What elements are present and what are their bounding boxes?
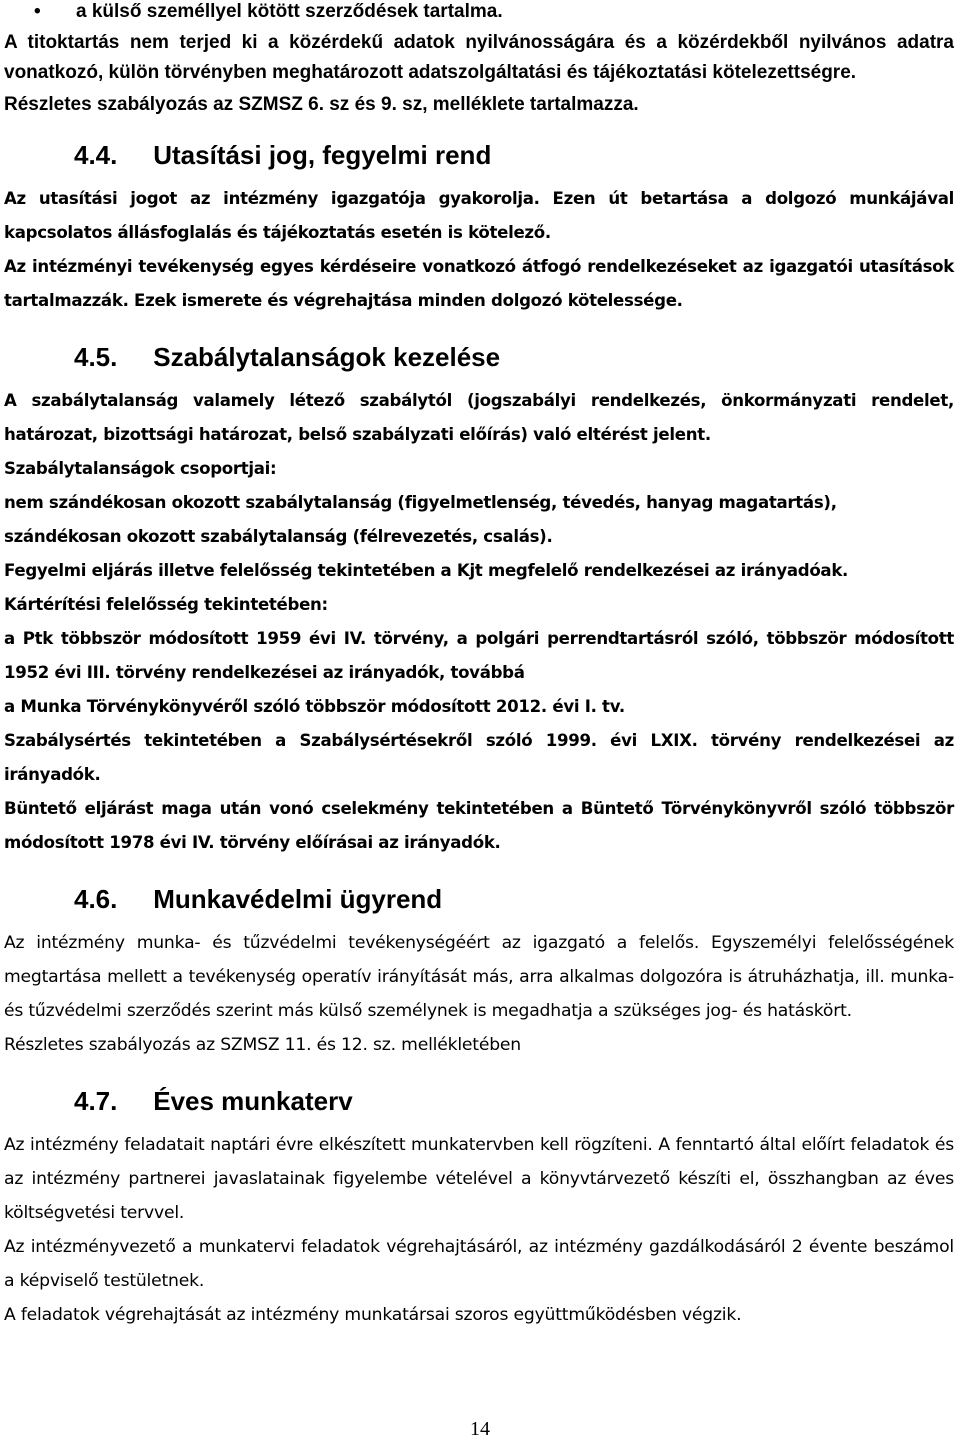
paragraph: a Ptk többször módosított 1959 évi IV. törvény, a polgári perrendtartásról szóló, többször módosított 1952 évi III. törvény rendelkezései az irányadók, továbbá xyxy=(4,629,954,682)
paragraph: A feladatok végrehajtását az intézmény munkatársai szoros együttműködésben végzik. xyxy=(4,1305,742,1325)
section-number: 4.4. xyxy=(74,140,118,170)
privacy-paragraph: A titoktartás nem terjed ki a közérdekű adatok nyilvánosságára és a közérdekből nyilvános adatra vonatkozó, külön törvényben meghatározott adatszolgáltatási és tájékoztatási kötelezettségre. xyxy=(4,32,954,83)
paragraph: Büntető eljárást maga után vonó cselekmény tekintetében a Büntető Törvénykönyvről szóló többször módosított 1978 évi IV. törvény előírásai az irányadók. xyxy=(4,799,954,852)
paragraph: Szabálytalanságok csoportjai: xyxy=(4,459,277,478)
paragraph: Részletes szabályozás az SZMSZ 11. és 12. sz. mellékletében xyxy=(4,1035,521,1055)
section-number: 4.5. xyxy=(74,342,118,372)
paragraph: Fegyelmi eljárás illetve felelősség tekintetében a Kjt megfelelő rendelkezései az irányadóak. xyxy=(4,561,849,580)
privacy-reference: Részletes szabályozás az SZMSZ 6. sz és 9. sz, melléklete tartalmazza. xyxy=(4,94,639,115)
section-title: Szabálytalanságok kezelése xyxy=(153,342,501,372)
paragraph: Az intézmény munka- és tűzvédelmi tevékenységéért az igazgató a felelős. Egyszemélyi felelősségének megtartása mellett a tevékenység operatív irányítását más, arra alkalmas dolgozóra is átruházhatja, ill. munka- és tűzvédelmi szerződés szerint más külső személynek is megadhatja a szükséges jog- és hatáskört. xyxy=(4,933,954,1021)
section-heading-4-6 xyxy=(4,872,954,926)
page-number: 14 xyxy=(470,1418,490,1440)
paragraph: a Munka Törvénykönyvéről szóló többször módosított 2012. évi I. tv. xyxy=(4,697,625,716)
bullet-item xyxy=(4,0,954,24)
bullet-text: a külső személlyel kötött szerződések tartalma. xyxy=(76,1,503,22)
paragraph: Az intézményi tevékenység egyes kérdéseire vonatkozó átfogó rendelkezéseket az igazgatói utasítások tartalmazzák. Ezek ismerete és végrehajtása minden dolgozó kötelessége. xyxy=(4,257,954,310)
section-title: Utasítási jog, fegyelmi rend xyxy=(153,140,492,170)
paragraph: Az intézmény feladatait naptári évre elkészített munkatervben kell rögzíteni. A fenntartó által előírt feladatok és az intézmény partnerei javaslatainak figyelembe vételével a könyvtárvezető készíti el, összhangban az éves költségvetési tervvel. xyxy=(4,1135,954,1223)
paragraph: Az intézményvezető a munkatervi feladatok végrehajtásáról, az intézmény gazdálkodásáról 2 évente beszámol a képviselő testületnek. xyxy=(4,1237,954,1291)
paragraph: A szabálytalanság valamely létező szabálytól (jogszabályi rendelkezés, önkormányzati rendelet, határozat, bizottsági határozat, belső szabályzati előírás) való eltérést jelent. xyxy=(4,391,954,444)
bullet-icon: • xyxy=(34,1,41,22)
section-heading-4-7 xyxy=(4,1074,954,1128)
paragraph: Kártérítési felelősség tekintetében: xyxy=(4,595,328,614)
section-number: 4.7. xyxy=(74,1086,118,1116)
section-heading-4-5 xyxy=(4,330,954,384)
paragraph: nem szándékosan okozott szabálytalanság (figyelmetlenség, tévedés, hanyag magatartás), xyxy=(4,493,837,512)
section-title: Éves munkaterv xyxy=(153,1086,353,1116)
section-heading-4-4 xyxy=(4,128,954,182)
section-title: Munkavédelmi ügyrend xyxy=(153,884,443,914)
paragraph: Szabálysértés tekintetében a Szabálysértésekről szóló 1999. évi LXIX. törvény rendelkezései az irányadók. xyxy=(4,731,954,784)
section-number: 4.6. xyxy=(74,884,118,914)
paragraph: szándékosan okozott szabálytalanság (félrevezetés, csalás). xyxy=(4,527,553,546)
paragraph: Az utasítási jogot az intézmény igazgatója gyakorolja. Ezen út betartása a dolgozó munkájával kapcsolatos állásfoglalás és tájékoztatás esetén is kötelező. xyxy=(4,189,954,242)
